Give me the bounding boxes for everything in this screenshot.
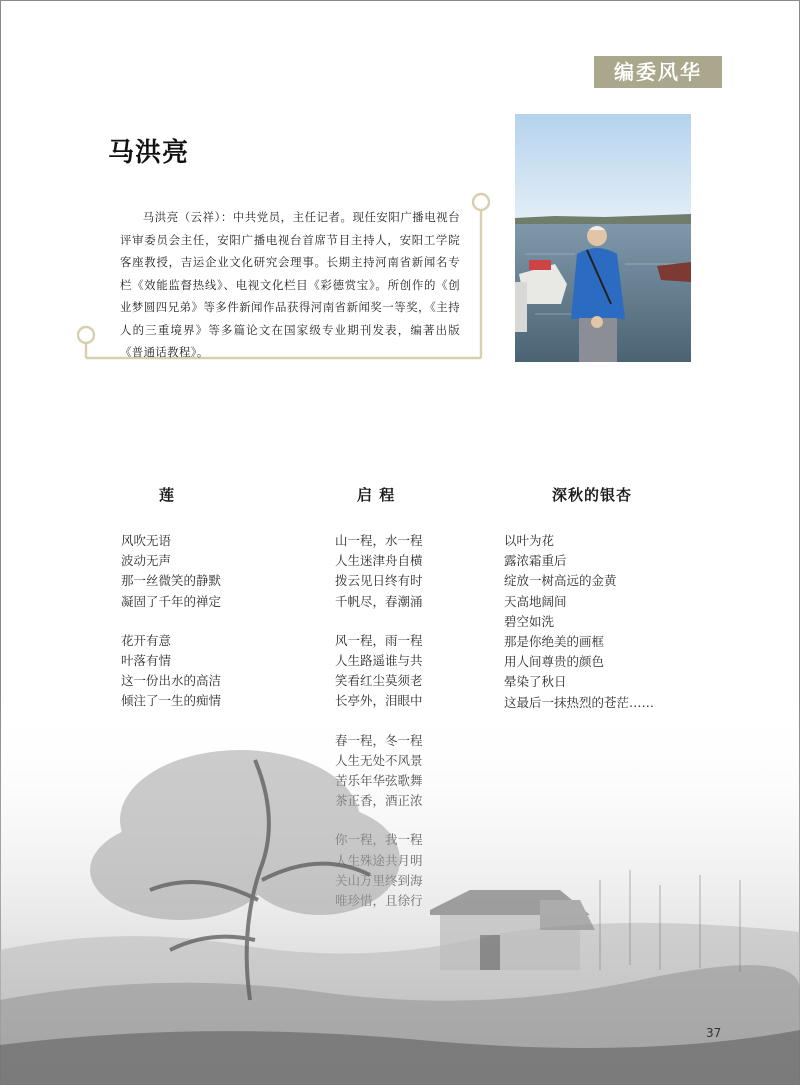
poem-title: 莲: [159, 486, 176, 504]
poem-stanza: [121, 531, 221, 612]
poem-line: 天高地阔间: [504, 593, 567, 609]
poem-line: 凝固了千年的禅定: [121, 593, 222, 609]
poem-line: 晕染了秋日: [504, 674, 567, 690]
poem-line: 山一程，水一程: [335, 533, 423, 548]
poem-line: 叶落有情: [121, 653, 172, 669]
poem-stanza: [335, 531, 423, 612]
poem-lotus: [121, 484, 221, 731]
section-tag: 编委风华: [594, 56, 722, 88]
poem-line: 这一份出水的高洁: [121, 673, 222, 689]
poem-stanza: [504, 531, 654, 713]
poem-line: 人生迷津舟自横: [335, 553, 423, 569]
poem-line: 碧空如洗: [504, 613, 555, 629]
poem-title: 深秋的银杏: [552, 486, 633, 504]
author-name: 马洪亮: [108, 138, 190, 168]
poem-line: 拨云见日终有时: [335, 573, 423, 589]
poem-line: 风吹无语: [121, 533, 172, 548]
poem-line: 千帆尽，春潮涌: [335, 593, 423, 609]
poem-line: 笑看红尘莫须老: [335, 673, 423, 689]
poem-line: 风一程，雨一程: [335, 632, 423, 648]
poem-line: 那是你绝美的画框: [504, 634, 605, 650]
poem-line: 波动无声: [121, 553, 172, 569]
poem-line: 用人间尊贵的颜色: [504, 654, 605, 670]
poem-line: 那一丝微笑的静默: [121, 573, 222, 589]
author-bio: 马洪亮（云祥）：中共党员，主任记者。现任安阳广播电视台评审委员会主任，安阳广播电视台首席节目主持人，安阳工学院客座教授，吉运企业文化研究会理事。长期主持河南省新闻名专栏《效能监督热线》、电视文化栏目《彩德赏宝》。所创作的《创业梦圆四兄弟》等多件新闻作品获得河南省新闻奖一等奖，《主持人的三重境界》等多篇论文在国家级专业期刊发表，编著出版《普通话教程》。: [120, 210, 460, 359]
poem-ginkgo: [504, 484, 654, 732]
poem-line: 以叶为花: [504, 533, 555, 548]
ink-landscape-illustration: [0, 700, 800, 1085]
poem-line: 绽放一树高远的金黄: [504, 573, 617, 589]
poem-line: 露浓霜重后: [504, 553, 567, 569]
page-number: 37: [706, 1026, 722, 1040]
poem-line: 花开有意: [121, 632, 172, 648]
author-photo: [515, 114, 691, 362]
poem-title: 启 程: [357, 486, 396, 504]
poem-line: 人生路遥谁与共: [335, 653, 423, 669]
